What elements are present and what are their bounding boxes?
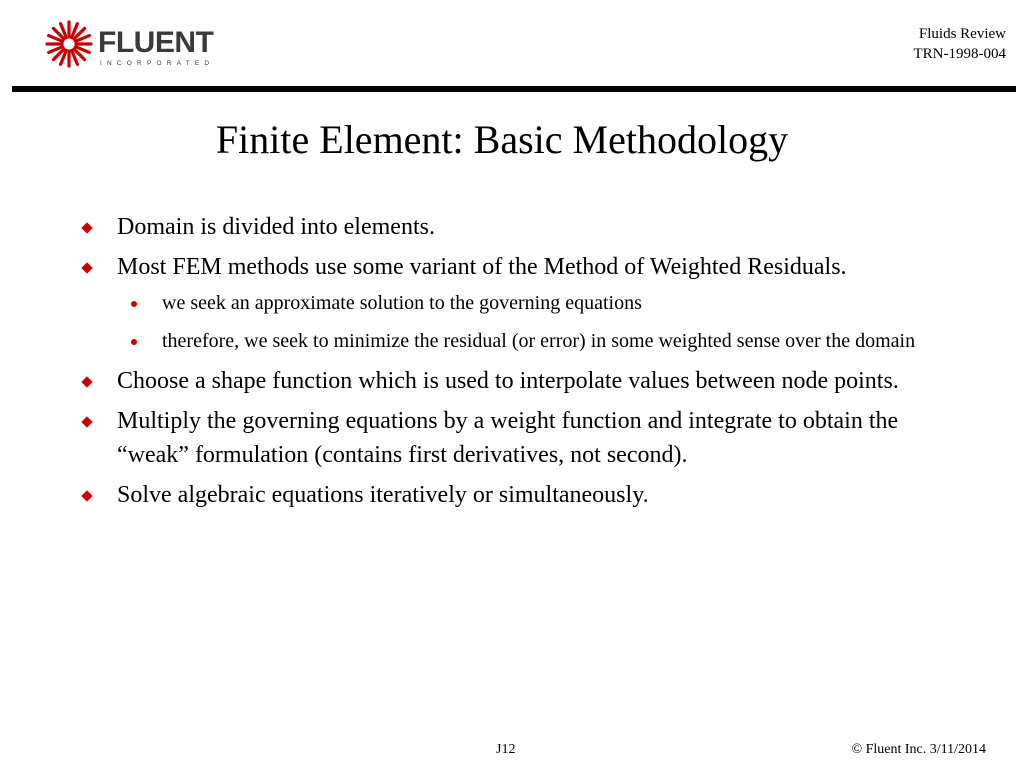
- sub-bullet-list: [117, 288, 960, 356]
- bullet-item: [80, 210, 960, 244]
- bullet-text: Most FEM methods use some variant of the Method of Weighted Residuals.: [117, 254, 847, 280]
- dot-bullet-icon: [131, 301, 137, 307]
- bullet-item: [80, 478, 960, 512]
- logo-wordmark: FLUENT: [98, 26, 214, 59]
- diamond-bullet-icon: [81, 222, 92, 233]
- diamond-bullet-icon: [81, 416, 92, 427]
- diamond-bullet-icon: [81, 376, 92, 387]
- bullet-text: Domain is divided into elements.: [117, 214, 435, 240]
- bullet-text: Solve algebraic equations iteratively or simultaneously.: [117, 482, 649, 508]
- slide-title: Finite Element: Basic Methodology: [215, 117, 789, 162]
- header-rule: [12, 86, 1016, 92]
- bullet-item: [80, 250, 960, 356]
- bullet-text: Choose a shape function which is used to interpolate values between node points.: [117, 368, 899, 394]
- copyright-notice: © Fluent Inc. 3/11/2014: [851, 742, 986, 757]
- sub-bullet-text: therefore, we seek to minimize the residual (or error) in some weighted sense over the domain: [162, 330, 916, 352]
- sunburst-icon: [47, 22, 91, 66]
- sub-bullet-text: we seek an approximate solution to the governing equations: [162, 292, 642, 314]
- bullet-list: [80, 210, 960, 518]
- page-number: J12: [496, 742, 516, 757]
- bullet-text: Multiply the governing equations by a weight function and integrate to obtain the “weak” formulation (contains first derivatives, not second).: [117, 408, 899, 468]
- bullet-item: [80, 404, 960, 472]
- bullet-item: [80, 364, 960, 398]
- logo-subtext: INCORPORATED: [100, 60, 215, 67]
- diamond-bullet-icon: [81, 262, 92, 273]
- diamond-bullet-icon: [81, 490, 92, 501]
- fluent-logo: [42, 18, 232, 70]
- sub-bullet-item: [117, 288, 960, 318]
- dot-bullet-icon: [131, 339, 137, 345]
- document-id: TRN-1998-004: [913, 46, 1006, 62]
- document-name: Fluids Review: [918, 26, 1006, 42]
- sub-bullet-item: [117, 326, 960, 356]
- document-info: [914, 24, 1007, 64]
